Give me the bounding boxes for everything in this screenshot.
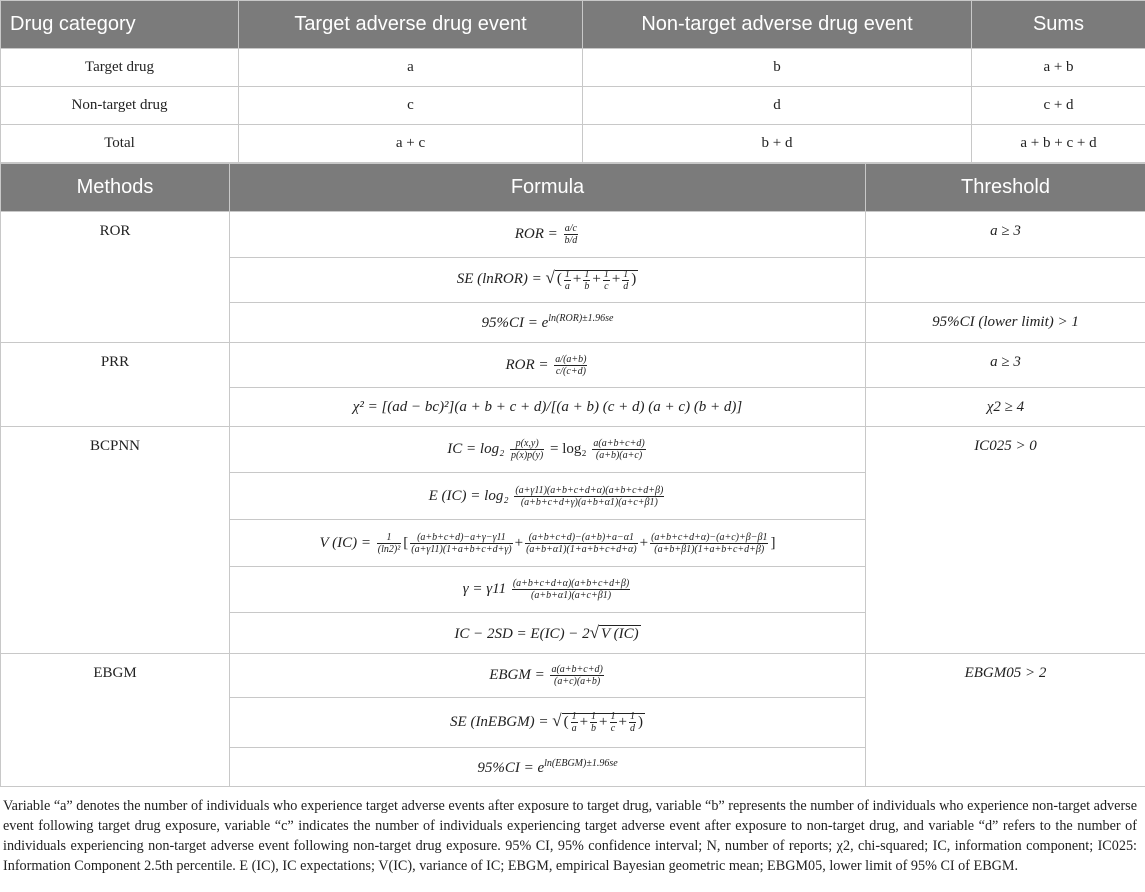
table-footnote: Variable “a” denotes the number of individuals who experience target adverse events after exposure to target drug, variable “b” represents the number of individuals who experience non-target adverse event following target drug exposure, variable “c” indicates the number of individuals experiencing target adverse event after exposure to non-target drug, and variable “d” refers to the number of individuals experiencing non-target adverse event following non-target drug exposure. 95% CI, 95% confidence interval; N, number of reports; χ2, chi-squared; IC, information component; IC025: Information Component 2.5th percentile. E (IC), IC expectations; V(IC), variance of IC; EBGM, empirical Bayesian geometric mean; EBGM05, lower limit of 95% CI of EBGM. xyxy=(3,798,1137,874)
cell: a + b + c + d xyxy=(972,125,1145,163)
cell: b + d xyxy=(583,125,972,163)
method-prr: PRR xyxy=(1,343,230,427)
threshold-ebgm: EBGM05 > 2 xyxy=(866,654,1145,787)
cell: d xyxy=(583,87,972,125)
methods-table xyxy=(0,163,1145,787)
col-target-ade: Target adverse drug event xyxy=(239,1,583,49)
formula-chi: χ² = [(ad − bc)²](a + b + c + d)/[(a + b) (c + d) (a + c) (b + d)] xyxy=(230,388,866,427)
cell: c + d xyxy=(972,87,1145,125)
cell: a + c xyxy=(239,125,583,163)
threshold-prr: a ≥ 3 xyxy=(866,343,1145,388)
col-formula: Formula xyxy=(230,164,866,212)
formula-se-ror: SE (lnROR) = √ ( $\frac{1}{a}$ + $\frac{1}{b}$ + $\frac{1}{c}$ + $\frac{1}{d}$ ) xyxy=(230,258,866,303)
cell: Non-target drug xyxy=(1,87,239,125)
formula-ci-ror: $95\%CI = e^{ln(ROR)\pm 1.96se}$ xyxy=(230,303,866,343)
cell: b xyxy=(583,49,972,87)
method-ror: ROR xyxy=(1,212,230,343)
fraction: $\frac{a/c}{b/d}$ xyxy=(564,223,578,246)
table-row xyxy=(1,125,1145,163)
threshold-chi: χ2 ≥ 4 xyxy=(866,388,1145,427)
methods-header-row xyxy=(1,164,1145,212)
formula-gamma: γ = γ11 $\frac{(a+b+c+d+\alpha)(a+b+c+d+\beta)}{(a+b+\alpha 1)(a+c+\beta 1)}$ xyxy=(230,567,866,613)
table-row xyxy=(1,427,1145,473)
formula-ebgm: EBGM = $\frac{a(a+b+c+d)}{(a+c)(a+b)}$ xyxy=(230,654,866,698)
cell: a + b xyxy=(972,49,1145,87)
formula-ic: IC = log₂ $\frac{p(x,y)}{p(x)p(y)}$ = log₂ $\frac{a(a+b+c+d)}{(a+b)(a+c)}$ xyxy=(230,427,866,473)
contingency-table xyxy=(0,0,1145,163)
table-row xyxy=(1,49,1145,87)
formula-ci-ebgm: $95\%CI = e^{ln(EBGM)\pm 1.96se}$ xyxy=(230,748,866,787)
threshold-ror-ci: 95%CI (lower limit) > 1 xyxy=(866,303,1145,343)
table-row xyxy=(1,212,1145,258)
formula-ic2sd: IC − 2SD = E(IC) − 2√ V (IC) xyxy=(230,613,866,654)
col-sums: Sums xyxy=(972,1,1145,49)
formula-prr: ROR = $\frac{a/(a+b)}{c/(c+d)}$ xyxy=(230,343,866,388)
cell: Target drug xyxy=(1,49,239,87)
formula-se-ebgm: SE (InEBGM) = √ ( $\frac{1}{a}$ + $\frac{1}{b}$ + $\frac{1}{c}$ + $\frac{1}{d}$ ) xyxy=(230,698,866,748)
table-row xyxy=(1,87,1145,125)
col-threshold: Threshold xyxy=(866,164,1145,212)
threshold-bcpnn: IC025 > 0 xyxy=(866,427,1145,654)
threshold-ror: a ≥ 3 xyxy=(866,212,1145,258)
contingency-header-row xyxy=(1,1,1145,49)
empty-cell xyxy=(866,258,1145,303)
cell: a xyxy=(239,49,583,87)
formula-vic: V (IC) = $\frac{1}{\text{(ln2)²}}$ [ $\frac{(a+b+c+d)-a+\gamma-\gamma 11}{(a+\gamma 11)(1+a+b+c+d+\gamma)}$ + $\frac{(a+b+c+d)-(a+b)+a-\alpha 1}{(a+b+\alpha 1)(1+a+b+c+d+\alpha)}$ + $\frac{(a+b+c+d+\alpha)-(a+c)+\beta-\beta 1}{(a+b+\beta 1)(1+a+b+c+d+\beta)}$ ] xyxy=(230,520,866,567)
cell: c xyxy=(239,87,583,125)
formula-eic: E (IC) = log₂ $\frac{(a+\gamma 11)(a+b+c+d+\alpha)(a+b+c+d+\beta)}{(a+b+c+d+\gamma)(a+b+\alpha 1)(a+c+\beta 1)}$ xyxy=(230,473,866,520)
table-row xyxy=(1,654,1145,698)
cell: Total xyxy=(1,125,239,163)
col-nontarget-ade: Non-target adverse drug event xyxy=(583,1,972,49)
method-ebgm: EBGM xyxy=(1,654,230,787)
table-row xyxy=(1,343,1145,388)
method-bcpnn: BCPNN xyxy=(1,427,230,654)
col-drug-category: Drug category xyxy=(1,1,239,49)
col-methods: Methods xyxy=(1,164,230,212)
formula-ror: ROR = $\frac{a/c}{b/d}$ xyxy=(230,212,866,258)
fraction: $\frac{a/(a+b)}{c/(c+d)}$ xyxy=(555,353,587,377)
